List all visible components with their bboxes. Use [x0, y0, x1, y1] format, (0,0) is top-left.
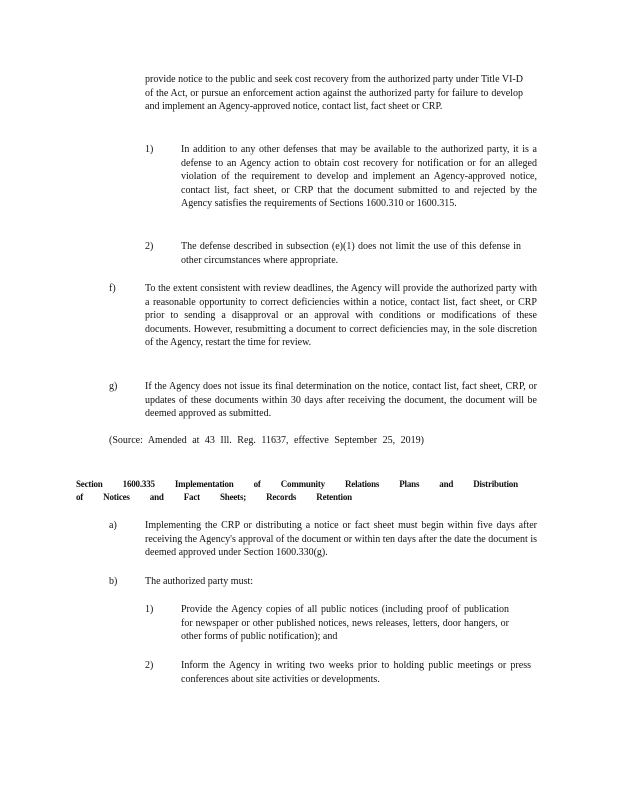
section-heading: Section 1600.335 Implementation of Community Relations Plans and Distribution of Notices and Fact Sheets; Records Retention	[76, 479, 518, 502]
item-e1-text: In addition to any other defenses that may be available to the authorized party, it is a defense to an Agency action to obtain cost recovery for notification or for an alleged violation of the requirement to develop and implement an Agency-approved notice, contact list, fact sheet, or CRP that the document submitted to and rejected by the Agency satisfies the requirements of Sections 1600.310 or 1600.315.	[181, 144, 537, 209]
item-b1-label: 1)	[145, 604, 154, 615]
source-note: (Source: Amended at 43 Ill. Reg. 11637, effective September 25, 2019)	[109, 435, 424, 446]
intro-paragraph: provide notice to the public and seek cost recovery from the authorized party under Title VI-D of the Act, or pursue an enforcement action against the authorized party for failure to develop and implement an Agency-approved notice, contact list, fact sheet or CRP.	[145, 74, 523, 112]
item-b-label: b)	[109, 576, 118, 587]
item-b2-text: Inform the Agency in writing two weeks prior to holding public meetings or press conferences about site activities or developments.	[181, 660, 531, 685]
item-a-text: Implementing the CRP or distributing a notice or fact sheet must begin within five days after receiving the Agency's approval of the document or within ten days after the date the document is deemed approved under Section 1600.330(g).	[145, 520, 537, 558]
item-g-label: g)	[109, 381, 118, 392]
item-f-label: f)	[109, 283, 116, 294]
item-e1-label: 1)	[145, 144, 154, 155]
item-e2-label: 2)	[145, 241, 154, 252]
item-b-text: The authorized party must:	[145, 576, 254, 587]
item-b2-label: 2)	[145, 660, 154, 671]
item-a-label: a)	[109, 520, 117, 531]
item-e2-text: The defense described in subsection (e)(1) does not limit the use of this defense in other circumstances where appropriate.	[181, 241, 521, 266]
item-b1-text: Provide the Agency copies of all public notices (including proof of publication for newspaper or other published notices, news releases, letters, door hangers, or other forms of public notification); and	[181, 604, 509, 642]
item-f-text: To the extent consistent with review deadlines, the Agency will provide the authorized party with a reasonable opportunity to correct deficiencies within a notice, contact list, fact sheet, or CRP prior to sending a disapproval or an approval with conditions or modifications of these documents. However, resubmitting a document to correct deficiencies may, in the sole discretion of the Agency, restart the time for review.	[145, 283, 537, 348]
item-g-text: If the Agency does not issue its final determination on the notice, contact list, fact sheet, CRP, or updates of these documents within 30 days after receiving the document, the document will be deemed approved as submitted.	[145, 381, 537, 419]
